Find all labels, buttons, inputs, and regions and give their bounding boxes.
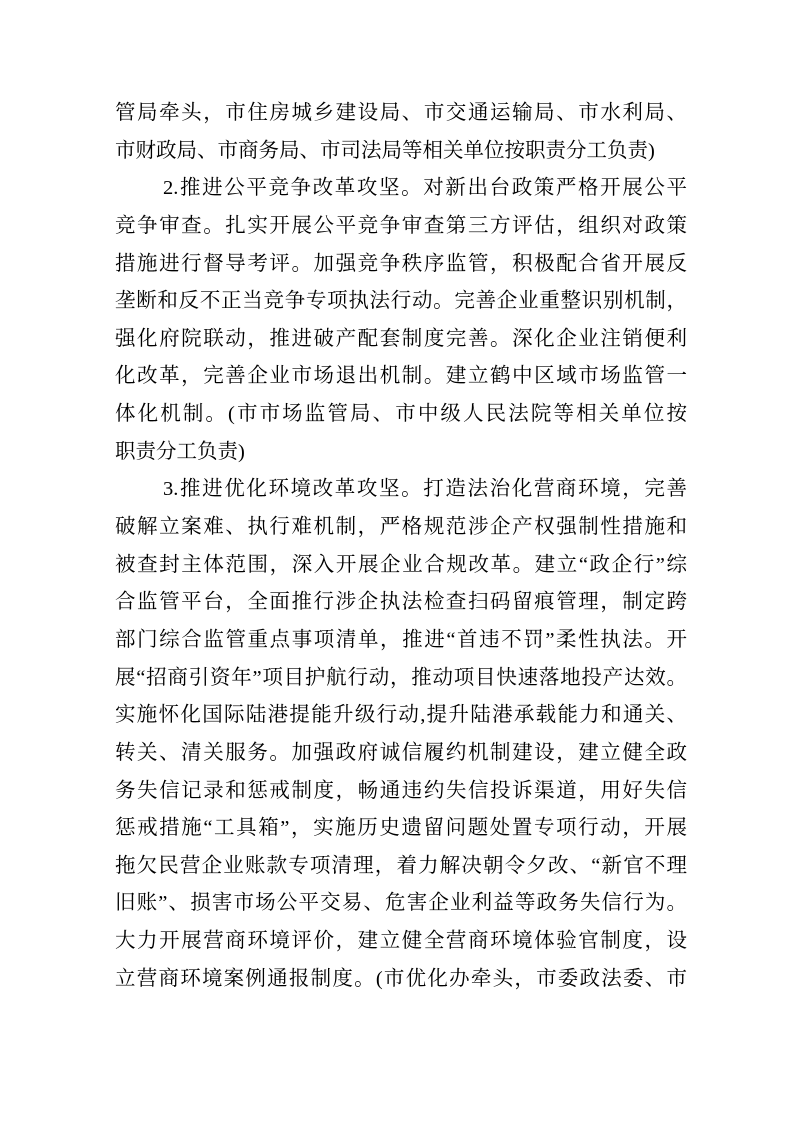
text-line: 措施进行督导考评。加强竞争秩序监管，积极配合省开展反	[115, 252, 687, 275]
text-line: 大力开展营商环境评价，建立健全营商环境体验官制度，设	[115, 930, 687, 953]
text-line: 化改革，完善企业市场退出机制。建立鹤中区域市场监管一	[115, 365, 687, 388]
document-text-block	[115, 95, 687, 998]
text-line: 3.推进优化环境改革攻坚。打造法治化营商环境，完善	[163, 478, 687, 501]
text-line: 体化机制。(市市场监管局、市中级人民法院等相关单位按	[115, 403, 687, 426]
text-line: 市财政局、市商务局、市司法局等相关单位按职责分工负责)	[115, 139, 655, 162]
text-line: 惩戒措施“工具箱”，实施历史遗留问题处置专项行动，开展	[115, 817, 687, 840]
text-line: 合监管平台，全面推行涉企执法检查扫码留痕管理，制定跨	[115, 591, 687, 614]
text-line: 职责分工负责)	[115, 440, 245, 463]
text-line: 强化府院联动，推进破产配套制度完善。深化企业注销便利	[115, 327, 687, 350]
text-line: 展“招商引资年”项目护航行动，推动项目快速落地投产达效。	[115, 666, 687, 689]
text-line: 竞争审查。扎实开展公平竞争审查第三方评估，组织对政策	[115, 214, 687, 237]
text-line: 部门综合监管重点事项清单，推进“首违不罚”柔性执法。开	[115, 628, 687, 651]
text-line: 垄断和反不正当竞争专项执法行动。完善企业重整识别机制，	[115, 290, 687, 313]
text-line: 破解立案难、执行难机制，严格规范涉企产权强制性措施和	[115, 516, 687, 539]
text-line: 实施怀化国际陆港提能升级行动,提升陆港承载能力和通关、	[115, 704, 687, 727]
text-line: 管局牵头，市住房城乡建设局、市交通运输局、市水利局、	[115, 102, 687, 124]
text-line: 旧账”、损害市场公平交易、危害企业利益等政务失信行为。	[115, 892, 687, 915]
text-line: 立营商环境案例通报制度。(市优化办牵头，市委政法委、市	[115, 967, 687, 990]
text-line: 拖欠民营企业账款专项清理，着力解决朝令夕改、“新官不理	[115, 854, 687, 877]
text-line: 被查封主体范围，深入开展企业合规改革。建立“政企行”综	[115, 553, 687, 576]
text-line: 2.推进公平竞争改革攻坚。对新出台政策严格开展公平	[163, 177, 687, 200]
text-line: 转关、清关服务。加强政府诚信履约机制建设，建立健全政	[115, 741, 687, 764]
text-line: 务失信记录和惩戒制度，畅通违约失信投诉渠道，用好失信	[115, 779, 687, 802]
